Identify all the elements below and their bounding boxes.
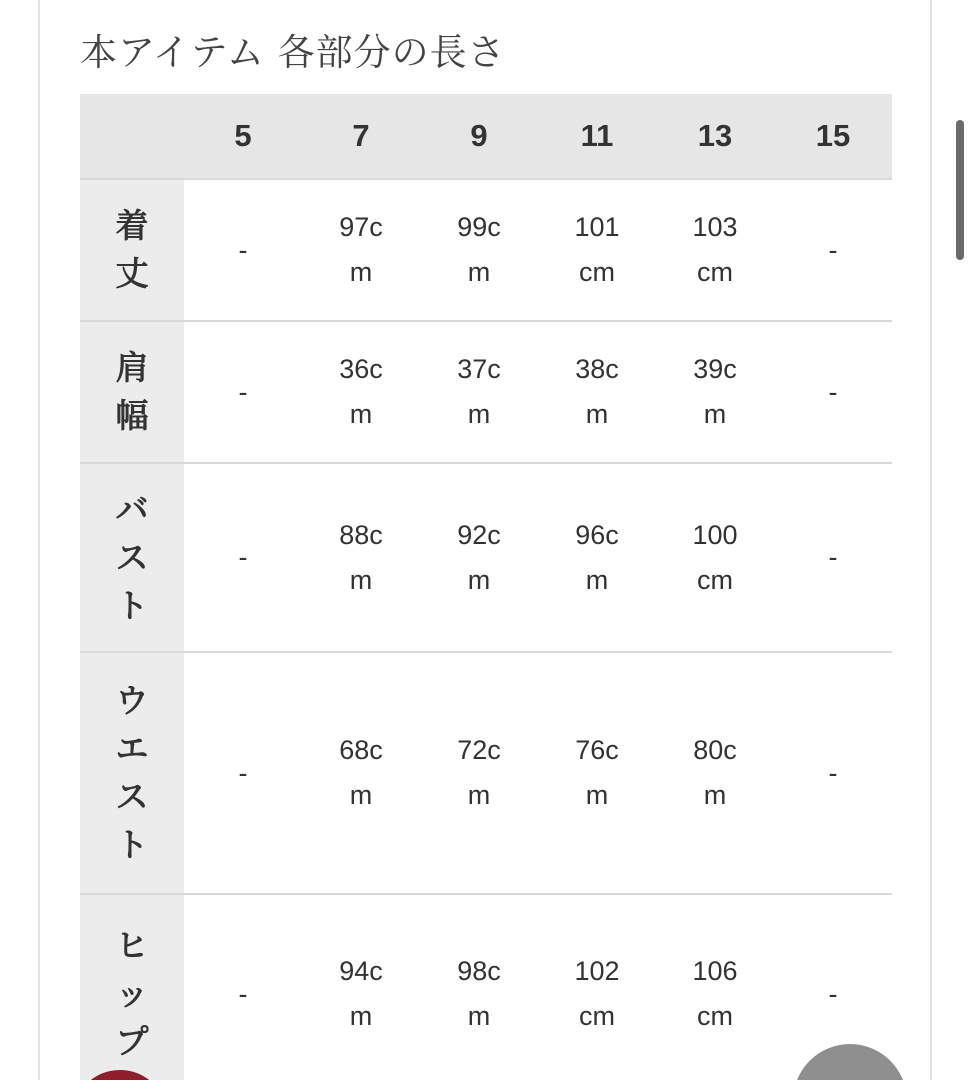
- row-label-bust: [80, 463, 184, 652]
- table-cell: -: [184, 894, 302, 1080]
- table-row-bust: [80, 463, 892, 652]
- table-cell: 39cm: [656, 321, 774, 463]
- table-cell: 37cm: [420, 321, 538, 463]
- row-label-char: バ: [115, 489, 149, 529]
- table-cell: -: [184, 321, 302, 463]
- row-label-char: ト: [115, 825, 149, 864]
- table-cell: 98cm: [420, 894, 538, 1080]
- table-cell: 72cm: [420, 652, 538, 894]
- table-cell: -: [774, 652, 892, 894]
- header-row: [80, 94, 892, 179]
- table-row-length: [80, 179, 892, 321]
- table-cell: 68cm: [302, 652, 420, 894]
- row-label-char: ヒ: [115, 926, 149, 965]
- row-label-waist: [80, 652, 184, 894]
- table-row-shoulder: [80, 321, 892, 463]
- size-header-5: 5: [184, 94, 302, 179]
- table-cell: 103cm: [656, 179, 774, 321]
- table-row-hip: [80, 894, 892, 1080]
- table-cell: 106cm: [656, 894, 774, 1080]
- table-cell: -: [184, 463, 302, 652]
- table-cell: 80cm: [656, 652, 774, 894]
- table-cell: 36cm: [302, 321, 420, 463]
- table-cell: 88cm: [302, 463, 420, 652]
- section-title: 本アイテム 各部分の長さ: [80, 31, 506, 74]
- table-cell: 97cm: [302, 179, 420, 321]
- size-header-11: 11: [538, 94, 656, 179]
- row-label-char: ウ: [115, 681, 149, 720]
- table-cell: 100cm: [656, 463, 774, 652]
- row-label-char: ス: [115, 537, 149, 577]
- table-cell: -: [774, 894, 892, 1080]
- row-label-char: ト: [115, 585, 149, 625]
- row-label-char: 着: [115, 206, 149, 245]
- card-border-left: [38, 0, 40, 1080]
- table-cell: -: [774, 321, 892, 463]
- table-cell: 99cm: [420, 179, 538, 321]
- size-header-13: 13: [656, 94, 774, 179]
- table-cell: -: [184, 179, 302, 321]
- row-label-char: 幅: [115, 396, 149, 435]
- table-row-waist: [80, 652, 892, 894]
- row-label-char: ス: [115, 777, 149, 816]
- header-corner-cell: [80, 94, 184, 179]
- row-label-char: プ: [115, 1022, 149, 1061]
- table-cell: 102cm: [538, 894, 656, 1080]
- table-cell: 101cm: [538, 179, 656, 321]
- size-header-15: 15: [774, 94, 892, 179]
- row-label-char: 丈: [115, 254, 149, 293]
- table-cell: 38cm: [538, 321, 656, 463]
- row-label-char: ッ: [115, 974, 149, 1013]
- row-label-char: 肩: [115, 348, 149, 387]
- size-header-9: 9: [420, 94, 538, 179]
- row-label-shoulder: [80, 321, 184, 463]
- table-cell: -: [774, 179, 892, 321]
- row-label-length: [80, 179, 184, 321]
- table-cell: 76cm: [538, 652, 656, 894]
- size-table: [80, 94, 892, 1080]
- card-border-right: [930, 0, 932, 1080]
- row-label-char: エ: [115, 729, 149, 768]
- row-label-hip: [80, 894, 184, 1080]
- table-cell: 92cm: [420, 463, 538, 652]
- table-cell: -: [774, 463, 892, 652]
- size-header-7: 7: [302, 94, 420, 179]
- scrollbar-thumb[interactable]: [956, 120, 964, 260]
- table-cell: -: [184, 652, 302, 894]
- table-cell: 94cm: [302, 894, 420, 1080]
- table-cell: 96cm: [538, 463, 656, 652]
